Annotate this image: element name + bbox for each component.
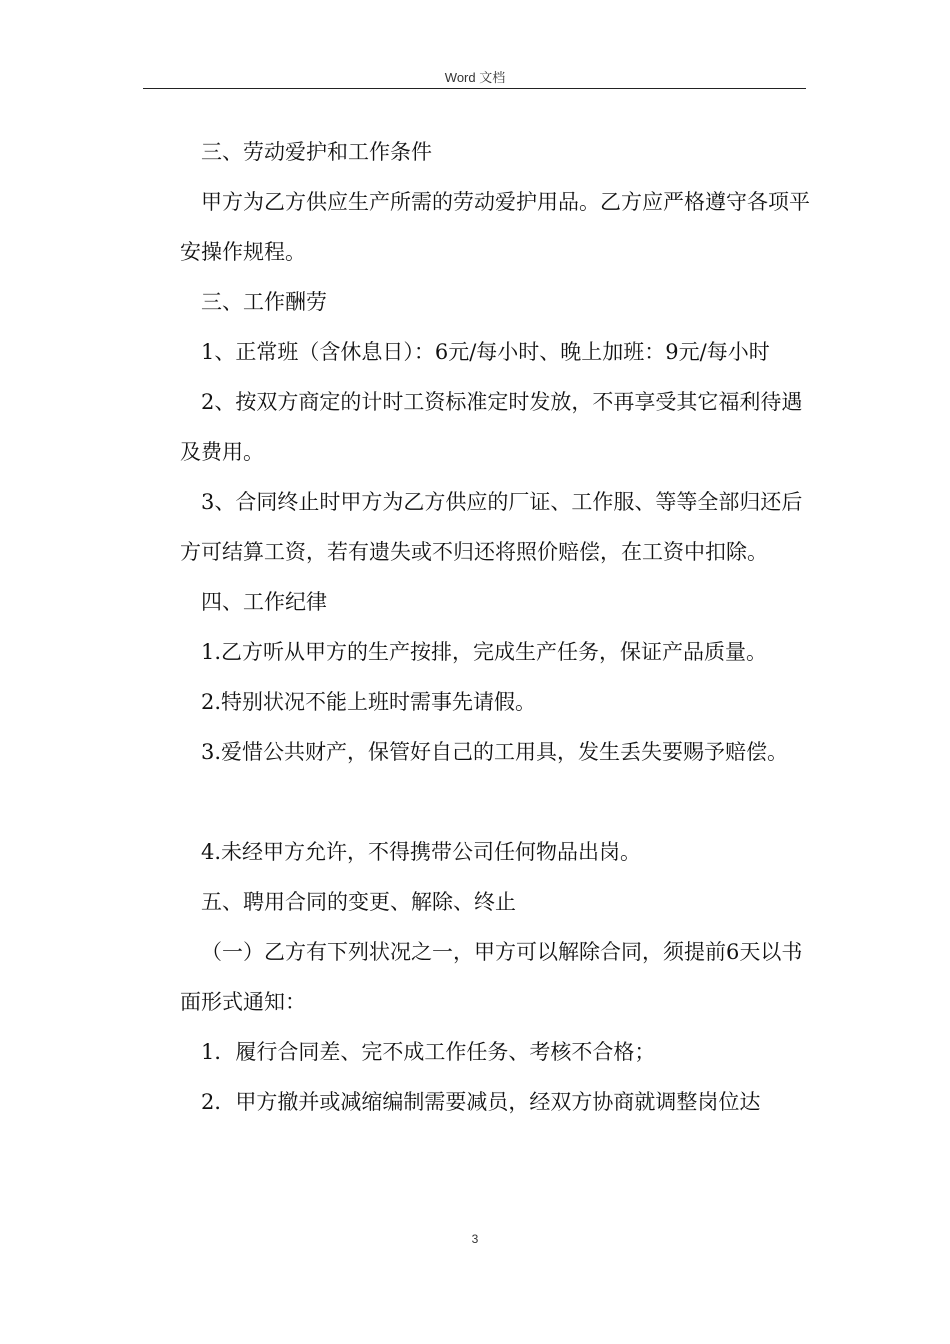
paragraph: 2.特别状况不能上班时需事先请假。: [201, 690, 537, 714]
page-header: Word 文档: [444, 70, 506, 85]
paragraph: 甲方为乙方供应生产所需的劳动爱护用品。乙方应严格遵守各项平安操作规程。: [180, 190, 810, 264]
paragraph: 2、按双方商定的计时工资标准定时发放，不再享受其它福利待遇及费用。: [180, 390, 803, 464]
paragraph: 4.未经甲方允许，不得携带公司任何物品出岗。: [201, 840, 642, 864]
paragraph: 1、正常班（含休息日）：6元/每小时、晚上加班：9元/每小时: [201, 340, 770, 364]
document-body: [180, 127, 810, 1127]
paragraph: 2．甲方撤并或减缩编制需要减员，经双方协商就调整岗位达: [201, 1090, 761, 1114]
section-heading: 五、聘用合同的变更、解除、终止: [201, 890, 516, 914]
paragraph: 3、合同终止时甲方为乙方供应的厂证、工作服、等等全部归还后方可结算工资，若有遗失或不归还将照价赔偿，在工资中扣除。: [180, 490, 803, 564]
header-divider: [143, 88, 806, 89]
paragraph: 3.爱惜公共财产，保管好自己的工用具，发生丢失要赐予赔偿。: [201, 740, 789, 764]
paragraph: （一）乙方有下列状况之一，甲方可以解除合同，须提前6天以书面形式通知：: [180, 940, 803, 1014]
blank-line: [180, 777, 810, 827]
section-heading: 三、工作酬劳: [201, 290, 327, 314]
section-heading: 三、劳动爱护和工作条件: [201, 140, 432, 164]
paragraph: 1.乙方听从甲方的生产按排，完成生产任务，保证产品质量。: [201, 640, 768, 664]
section-heading: 四、工作纪律: [201, 590, 327, 614]
page-number: 3: [471, 1232, 479, 1246]
paragraph: 1．履行合同差、完不成工作任务、考核不合格；: [201, 1040, 656, 1064]
